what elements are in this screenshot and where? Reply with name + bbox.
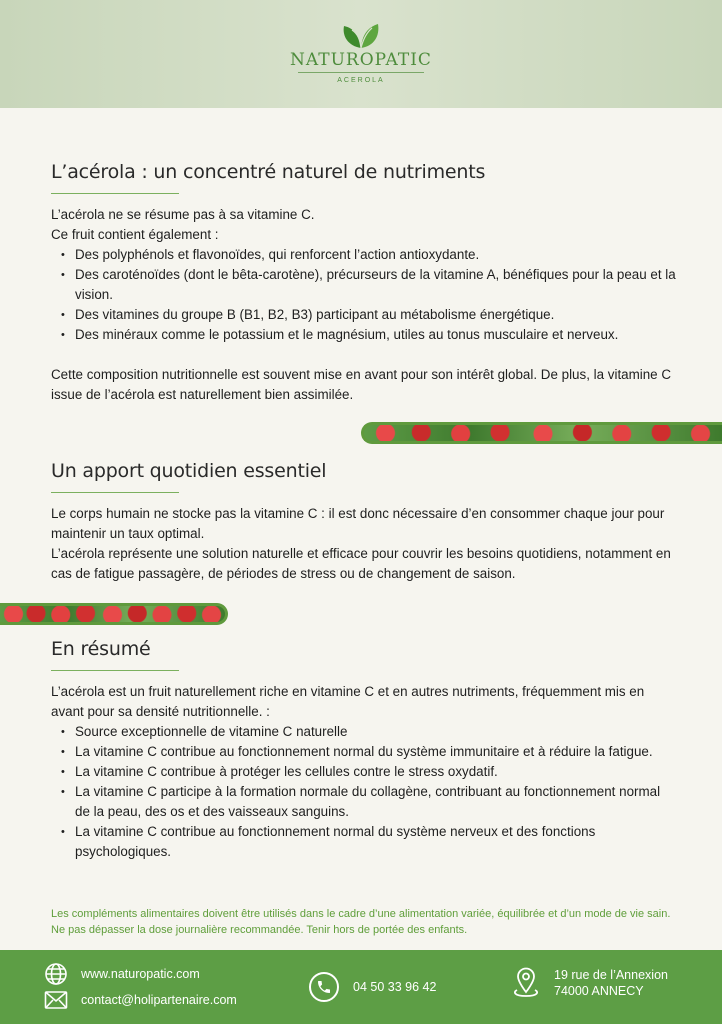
list-item: • Des minéraux comme le potassium et le magnésium, utiles au tonus musculaire et nerveux.	[75, 325, 676, 345]
section-daily-intake	[51, 460, 676, 584]
list-item: • La vitamine C contribue au fonctionnement normal du système nerveux et des fonctions psychologiques.	[75, 822, 676, 862]
website-text: www.naturopatic.com	[81, 967, 200, 981]
phone-text: 04 50 33 96 42	[353, 980, 437, 994]
phone-link[interactable]	[309, 972, 436, 1002]
footer	[0, 950, 722, 1024]
list-item: • La vitamine C contribue au fonctionnement normal du système immunitaire et à réduire la fatigue.	[75, 742, 676, 762]
acerola-photo-band	[0, 603, 228, 625]
header-banner	[0, 0, 722, 108]
section-rule	[51, 492, 179, 493]
address-lines	[540, 967, 668, 999]
address-line: 19 rue de l’Annexion	[554, 968, 668, 982]
brand-logo	[286, 22, 436, 94]
brand-name: NATUROPATIC	[290, 50, 432, 70]
address-block	[512, 966, 668, 1000]
list-item: • La vitamine C participe à la formation normale du collagène, contribuant au fonctionnement normal de la peau, des os et des vaisseaux sanguins.	[75, 782, 676, 822]
acerola-photo-band	[361, 422, 722, 444]
address-line: 74000 ANNECY	[554, 984, 644, 998]
brand-subtitle: ACEROLA	[337, 77, 385, 84]
disclaimer: Les compléments alimentaires doivent être utilisés dans le cadre d’une alimentation variée, équilibrée et d’un mode de vie sain. Ne pas dépasser la dose journalière recommandée. Tenir hors de portée des enfants.	[51, 908, 671, 936]
email-link[interactable]	[43, 987, 237, 1013]
paragraph: Le corps humain ne stocke pas la vitamine C : il est donc nécessaire d’en consommer chaque jour pour maintenir un taux optimal.	[51, 506, 665, 541]
section-title: En résumé	[51, 638, 151, 660]
section-summary	[51, 638, 676, 862]
list-item: • Des vitamines du groupe B (B1, B2, B3) participant au métabolisme énergétique.	[75, 305, 676, 325]
list-item: • Des polyphénols et flavonoïdes, qui renforcent l’action antioxydante.	[75, 245, 676, 265]
list-item: • Source exceptionnelle de vitamine C naturelle	[75, 722, 676, 742]
list-item: • La vitamine C contribue à protéger les cellules contre le stress oxydatif.	[75, 762, 676, 782]
section-rule	[51, 193, 179, 194]
globe-icon	[43, 961, 69, 987]
bullet-list	[51, 245, 676, 345]
paragraph: Cette composition nutritionnelle est souvent mise en avant pour son intérêt global. De plus, la vitamine C issue de l’acérola est naturellement bien assimilée.	[51, 367, 672, 402]
section-rule	[51, 670, 179, 671]
section-title: Un apport quotidien essentiel	[51, 460, 327, 482]
paragraph: Ce fruit contient également :	[51, 227, 219, 242]
mail-icon	[43, 987, 69, 1013]
location-pin-icon	[512, 966, 540, 1000]
bullet-list	[51, 722, 676, 862]
paragraph: L’acérola représente une solution naturelle et efficace pour couvrir les besoins quotidiens, notamment en cas de fatigue passagère, de périodes de stress ou de changement de saison.	[51, 546, 671, 581]
list-item: • Des caroténoïdes (dont le bêta-carotène), précurseurs de la vitamine A, bénéfiques pour la peau et la vision.	[75, 265, 676, 305]
leaf-icon	[336, 22, 386, 50]
paragraph: L’acérola ne se résume pas à sa vitamine C.	[51, 207, 315, 222]
brand-divider	[298, 72, 424, 73]
section-nutrients	[51, 161, 676, 405]
paragraph: L’acérola est un fruit naturellement riche en vitamine C et en autres nutriments, fréquemment mis en avant pour sa densité nutritionnelle. :	[51, 684, 645, 719]
email-text: contact@holipartenaire.com	[81, 993, 237, 1007]
website-link[interactable]	[43, 961, 200, 987]
section-title: L’acérola : un concentré naturel de nutriments	[51, 161, 486, 183]
phone-icon	[309, 972, 339, 1002]
